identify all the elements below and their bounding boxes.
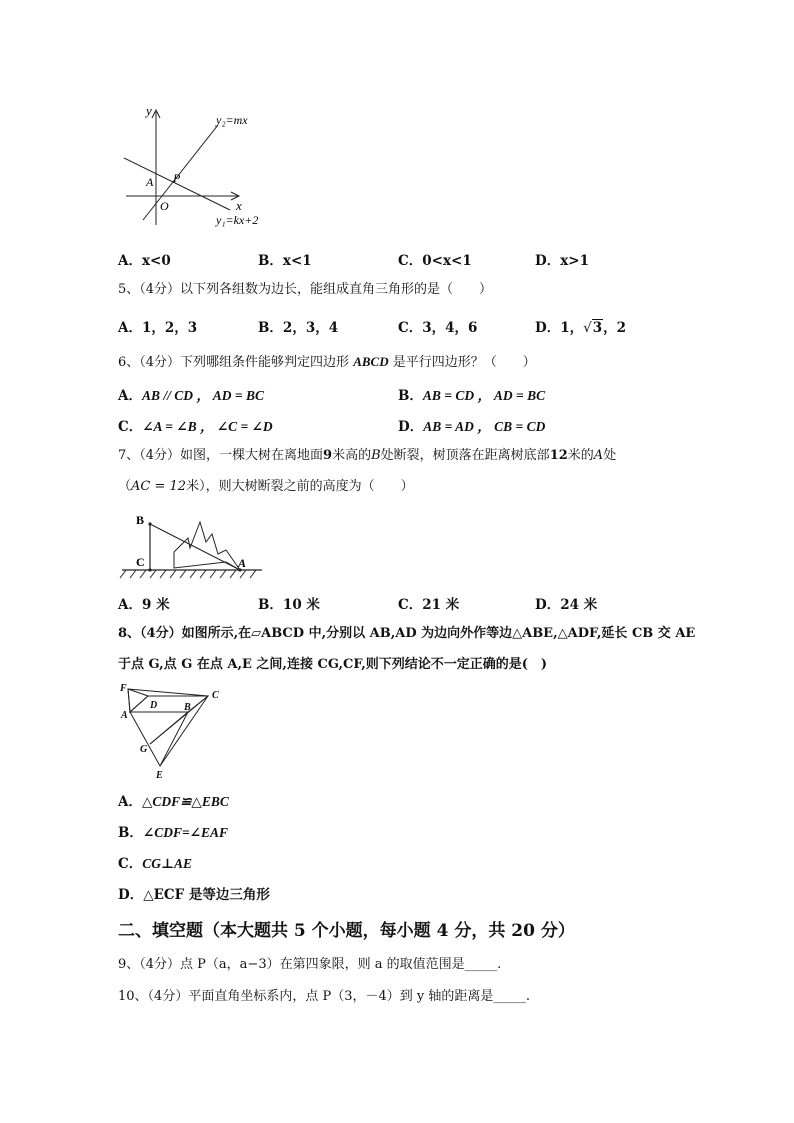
- q4-option-a[interactable]: A．x<0: [118, 253, 171, 269]
- q6-stem: 6、（4分）下列哪组条件能够判定四边形 ABCD 是平行四边形？（ ）: [118, 354, 536, 370]
- label-c: C: [136, 555, 145, 569]
- q8-stem-line2: 于点 G,点 G 在点 A,E 之间,连接 CG,CF,则下列结论不一定正确的是( ): [118, 657, 548, 672]
- label-y1: y₁=kx+2: [216, 213, 259, 227]
- point-b: [148, 522, 151, 525]
- q10-stem: 10、（4分）平面直角坐标系内，点 P（3，－4）到 y 轴的距离是_____.: [118, 989, 530, 1004]
- q6-option-a[interactable]: A．AB // CD ， AD = BC: [118, 388, 264, 404]
- label-y: y: [146, 103, 152, 118]
- q7-stem-line1: 7、（4分）如图，一棵大树在离地面9米高的B处断裂，树顶落在距离树底部12米的A处: [118, 448, 617, 463]
- q8-stem-line1: 8、（4分）如图所示,在▱ABCD 中,分别以 AB,AD 为边向外作等边△ABE,△ADF,延长 CB 交 AE: [118, 626, 696, 641]
- ground-hatch: [120, 570, 256, 578]
- line-fa: [128, 689, 130, 712]
- q5-option-a[interactable]: A．1，2，3: [118, 320, 198, 336]
- q7-option-a[interactable]: A．9 米: [118, 597, 170, 613]
- q4-option-c[interactable]: C．0<x<1: [398, 253, 472, 269]
- label-c: C: [212, 690, 219, 701]
- q4-option-b[interactable]: B．x<1: [258, 253, 312, 269]
- label-b: B: [184, 702, 191, 713]
- label-o: O: [160, 199, 169, 213]
- q8-figure: [116, 682, 228, 782]
- q5-option-d[interactable]: D．1，√3，2: [535, 320, 627, 336]
- tree-crown: [174, 522, 240, 570]
- break-ba: [150, 524, 240, 570]
- triangle-adf: [128, 689, 148, 712]
- label-g: G: [140, 744, 148, 755]
- q5-option-b[interactable]: B．2，3，4: [258, 320, 339, 336]
- q7-option-d[interactable]: D．24 米: [535, 597, 598, 613]
- parallelogram-abcd: [130, 696, 208, 712]
- label-x: x: [236, 198, 242, 213]
- label-a: A: [121, 710, 128, 721]
- sqrt-sign: √: [583, 320, 592, 336]
- q8-option-d[interactable]: D．△ECF 是等边三角形: [118, 887, 270, 903]
- q6-option-d[interactable]: D．AB = AD ， CB = CD: [398, 419, 546, 435]
- q4-figure: [118, 100, 278, 230]
- q9-stem: 9、（4分）点 P（a，a−3）在第四象限，则 a 的取值范围是_____.: [118, 957, 502, 972]
- q7-stem-line2: （AC = 12米），则大树断裂之前的高度为（ ）: [118, 479, 414, 494]
- label-b: B: [136, 513, 145, 527]
- line-bg: [150, 712, 188, 744]
- q5-option-c[interactable]: C．3，4，6: [398, 320, 478, 336]
- q7-option-c[interactable]: C．21 米: [398, 597, 460, 613]
- q4-option-d[interactable]: D．x>1: [535, 253, 589, 269]
- q6-option-c[interactable]: C．∠A = ∠B ， ∠C = ∠D: [118, 419, 273, 435]
- q6-option-b[interactable]: B．AB = CD ， AD = BC: [398, 388, 546, 404]
- q8-option-a[interactable]: A．△CDF≌△EBC: [118, 794, 229, 810]
- label-e: E: [156, 770, 163, 781]
- label-a: A: [146, 175, 154, 189]
- label-p: P: [173, 171, 181, 185]
- label-f: F: [120, 683, 127, 694]
- q8-option-b[interactable]: B．∠CDF=∠EAF: [118, 825, 229, 841]
- point-c: [148, 568, 151, 571]
- q7-figure: [118, 508, 268, 584]
- label-a: A: [238, 556, 247, 570]
- q8-option-c[interactable]: C．CG⊥AE: [118, 856, 192, 872]
- label-d: D: [150, 700, 158, 711]
- label-y2: y₂=mx: [216, 113, 248, 127]
- q5-stem: 5、（4分）以下列各组数为边长，能组成直角三角形的是（ ）: [118, 282, 493, 297]
- section-title-fill-in: 二、填空题（本大题共 5 个小题，每小题 4 分，共 20 分）: [118, 921, 575, 941]
- line-cf: [128, 689, 208, 696]
- q7-option-b[interactable]: B．10 米: [258, 597, 320, 613]
